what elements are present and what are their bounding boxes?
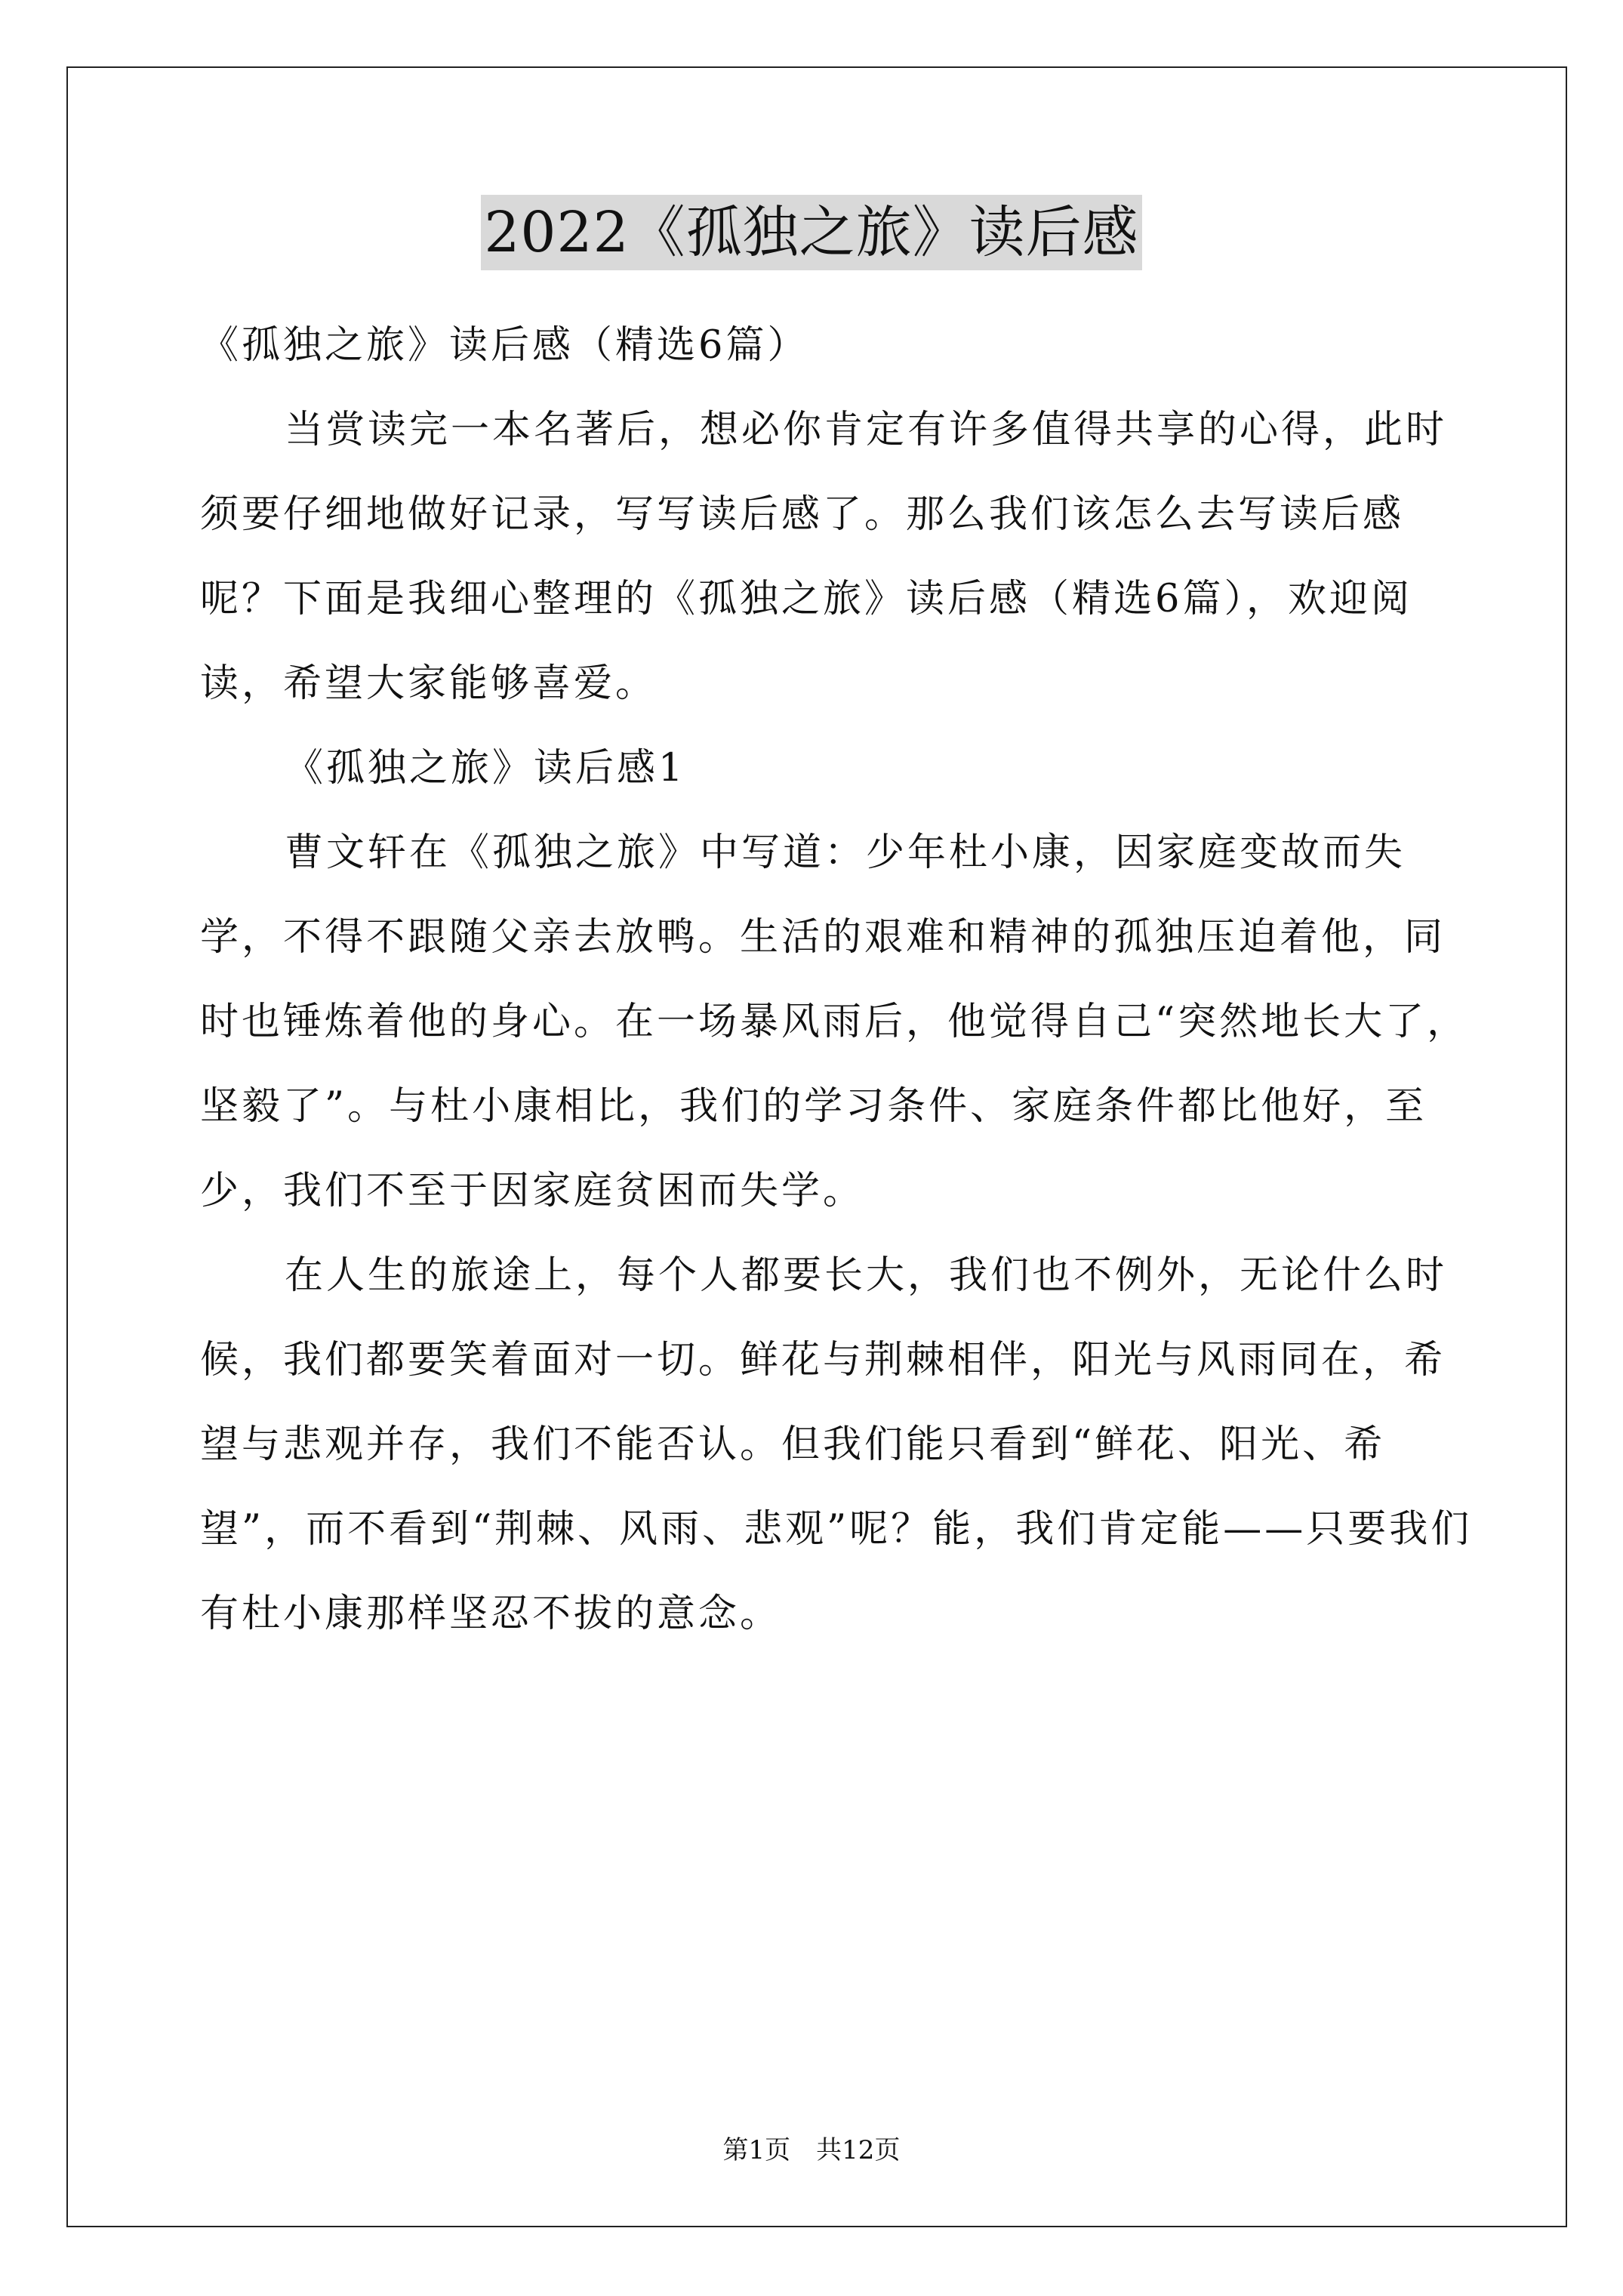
intro-paragraph: 当赏读完一本名著后，想必你肯定有许多值得共享的心得，此时须要仔细地做好记录，写写读后感了。那么我们该怎么去写读后感呢？下面是我细心整理的《孤独之旅》读后感（精选6篇），欢迎阅读，希望大家能够喜爱。 <box>200 408 1448 706</box>
document-body <box>200 304 1483 1657</box>
document-title <box>0 195 1623 270</box>
section-heading: 《孤独之旅》读后感1 <box>285 746 686 791</box>
document-title-text: 2022《孤独之旅》读后感 <box>481 195 1141 270</box>
document-subtitle: 《孤独之旅》读后感（精选6篇） <box>200 323 809 368</box>
body-paragraph: 在人生的旅途上，每个人都要长大，我们也不例外，无论什么时候，我们都要笑着面对一切。鲜花与荆棘相伴，阳光与风雨同在，希望与悲观并存，我们不能否认。但我们能只看到“鲜花、阳光、希望”，而不看到“荆棘、风雨、悲观”呢？能，我们肯定能——只要我们有杜小康那样坚忍不拔的意念。 <box>200 1253 1473 1636</box>
body-paragraph: 曹文轩在《孤独之旅》中写道：少年杜小康，因家庭变故而失学，不得不跟随父亲去放鸭。生活的艰难和精神的孤独压迫着他，同时也锤炼着他的身心。在一场暴风雨后，他觉得自己“突然地长大了，坚毅了”。与杜小康相比，我们的学习条件、家庭条件都比他好，至少，我们不至于因家庭贫困而失学。 <box>200 831 1469 1213</box>
page-number: 第1页 共12页 <box>722 2135 901 2165</box>
